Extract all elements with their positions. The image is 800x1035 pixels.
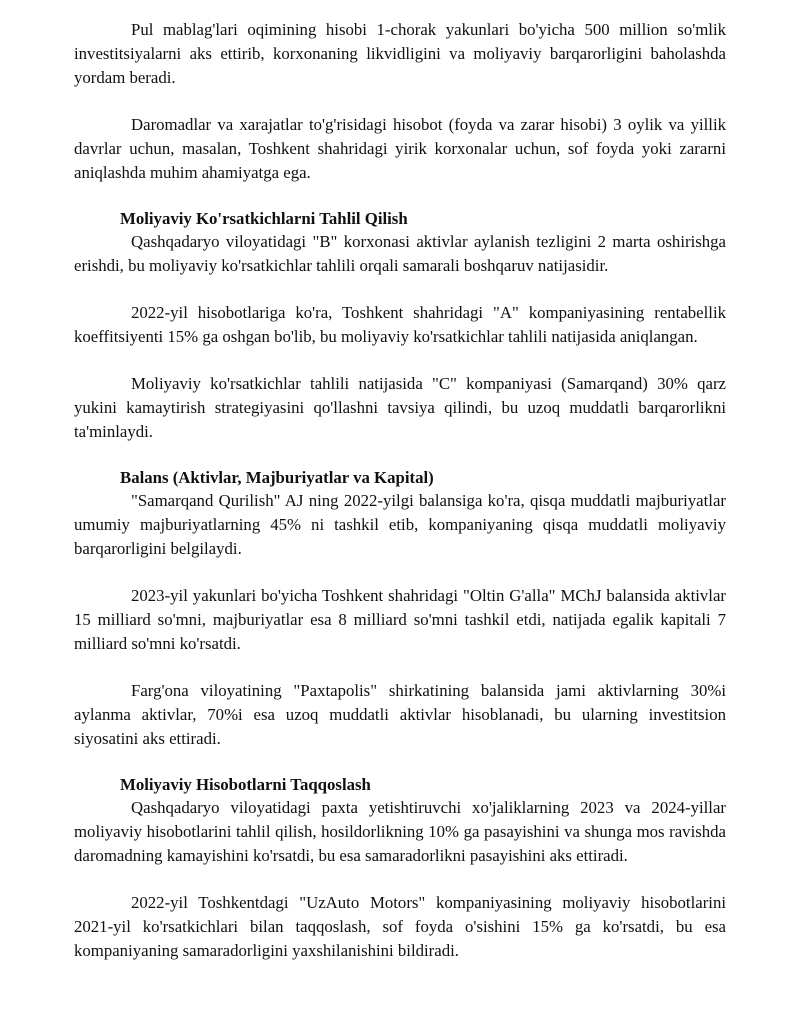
paragraph: Farg'ona viloyatining "Paxtapolis" shirkatining balansida jami aktivlarning 30%i aylanma aktivlar, 70%i esa uzoq muddatli aktivlar hisoblanadi, bu ularning investitsion siyosatini aks ettiradi. [74, 681, 726, 748]
paragraph: Moliyaviy ko'rsatkichlar tahlili natijasida "C" kompaniyasi (Samarqand) 30% qarz yukini kamaytirish strategiyasini qo'llashni tavsiya qilindi, bu uzoq muddatli barqarorlikni ta'minlaydi. [74, 374, 726, 441]
paragraph: 2022-yil Toshkentdagi "UzAuto Motors" kompaniyasining moliyaviy hisobotlarini 2021-yil ko'rsatkichlari bilan taqqoslash, sof foyda o'sishini 15% ga ko'rsatdi, bu esa kompaniyaning samaradorligini yaxshilanishini bildiradi. [74, 893, 726, 960]
paragraph: 2022-yil hisobotlariga ko'ra, Toshkent shahridagi "A" kompaniyasining rentabellik koeffitsiyenti 15% ga oshgan bo'lib, bu moliyaviy ko'rsatkichlar tahlili natijasida aniqlangan. [74, 303, 726, 346]
section-heading: Balans (Aktivlar, Majburiyatlar va Kapital) [120, 468, 434, 487]
paragraph: Qashqadaryo viloyatidagi "B" korxonasi aktivlar aylanish tezligini 2 marta oshirishga erishdi, bu moliyaviy ko'rsatkichlar tahlili orqali samarali boshqaruv natijasidir. [74, 232, 726, 275]
paragraph: 2023-yil yakunlari bo'yicha Toshkent shahridagi "Oltin G'alla" MChJ balansida aktivlar 15 milliard so'mni, majburiyatlar esa 8 milliard so'mni tashkil etdi, natijada egalik kapitali 7 milliard so'mni ko'rsatdi. [74, 586, 726, 653]
section-heading: Moliyaviy Hisobotlarni Taqqoslash [120, 775, 371, 794]
section-heading: Moliyaviy Ko'rsatkichlarni Tahlil Qilish [120, 209, 408, 228]
document-page [74, 18, 726, 963]
paragraph: Pul mablag'lari oqimining hisobi 1-chorak yakunlari bo'yicha 500 million so'mlik investitsiyalarni aks ettirib, korxonaning likvidligini va moliyaviy barqarorligini baholashda yordam beradi. [74, 20, 726, 87]
paragraph: "Samarqand Qurilish" AJ ning 2022-yilgi balansiga ko'ra, qisqa muddatli majburiyatlar umumiy majburiyatlarning 45% ni tashkil etib, kompaniyaning qisqa muddatli moliyaviy barqarorligini belgilaydi. [74, 491, 726, 558]
paragraph: Daromadlar va xarajatlar to'g'risidagi hisobot (foyda va zarar hisobi) 3 oylik va yillik davrlar uchun, masalan, Toshkent shahridagi yirik korxonalar uchun, sof foyda yoki zararni aniqlashda muhim ahamiyatga ega. [74, 115, 726, 182]
paragraph: Qashqadaryo viloyatidagi paxta yetishtiruvchi xo'jaliklarning 2023 va 2024-yillar moliyaviy hisobotlarini tahlil qilish, hosildorlikning 10% ga pasayishini va shunga mos ravishda daromadning kamayishini ko'rsatdi, bu esa samaradorlikni pasayishini aks ettiradi. [74, 798, 726, 865]
